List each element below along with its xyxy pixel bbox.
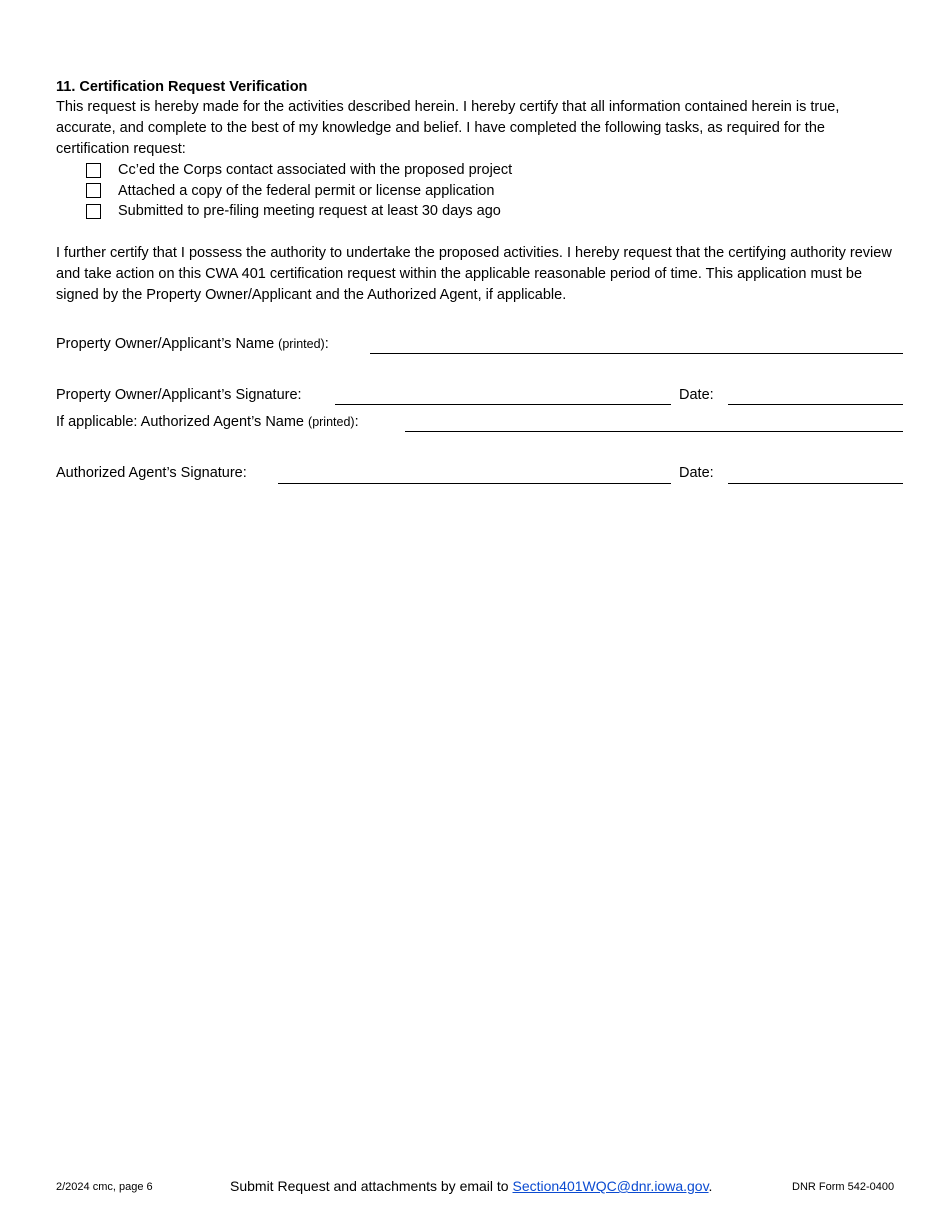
task-label-corps: Cc’ed the Corps contact associated with the proposed project [118, 162, 513, 179]
checkbox-permit-copy[interactable] [86, 183, 101, 198]
footer-page-info: 2/2024 cmc, page 6 [56, 1181, 153, 1193]
footer-period: . [708, 1178, 713, 1194]
footer-form-number: DNR Form 542-0400 [792, 1181, 895, 1193]
section-title: 11. Certification Request Verification [56, 79, 308, 95]
owner-name-label [56, 334, 329, 354]
task-label-prefiling: Submitted to pre-filing meeting request at least 30 days ago [118, 203, 501, 220]
task-item-corps [86, 160, 512, 181]
owner-name-field[interactable] [370, 353, 903, 354]
intro-paragraph: This request is hereby made for the activities described herein. I hereby certify that all information contained herein is true, accurate, and complete to the best of my knowledge and belief. I have completed the following tasks, as required for the certification request: [56, 99, 840, 157]
task-checklist [86, 160, 512, 222]
agent-name-label-text: If applicable: Authorized Agent’s Name [56, 414, 309, 430]
agent-signature-label: Authorized Agent’s Signature: [56, 465, 247, 481]
task-item-prefiling [86, 201, 512, 222]
owner-name-printed-note: (printed) [278, 337, 325, 351]
agent-name-printed-note: (printed) [308, 415, 355, 429]
owner-date-field[interactable] [728, 404, 903, 405]
agent-name-colon: : [354, 414, 359, 430]
owner-name-label-text: Property Owner/Applicant’s Name [56, 336, 279, 352]
further-certify-paragraph: I further certify that I possess the authority to undertake the proposed activities. I hereby request that the certifying authority review and take action on this CWA 401 certification request within the applicable reasonable period of time. This application must be signed by the Property Owner/Applicant and the Authorized Agent, if applicable. [56, 245, 892, 303]
agent-name-label [56, 412, 359, 432]
owner-signature-label: Property Owner/Applicant’s Signature: [56, 387, 302, 403]
agent-name-field[interactable] [405, 431, 903, 432]
footer-submit-note [230, 1176, 712, 1196]
checkbox-prefiling[interactable] [86, 204, 101, 219]
agent-date-field[interactable] [728, 483, 903, 484]
agent-signature-field[interactable] [278, 483, 671, 484]
checkbox-corps-contact[interactable] [86, 163, 101, 178]
owner-signature-field[interactable] [335, 404, 671, 405]
owner-date-label: Date: [679, 387, 714, 403]
footer-email-link[interactable]: Section401WQC@dnr.iowa.gov [512, 1178, 709, 1194]
task-item-permit [86, 181, 512, 202]
task-label-permit: Attached a copy of the federal permit or license application [118, 182, 495, 199]
footer-submit-text: Submit Request and attachments by email to [230, 1178, 513, 1194]
owner-name-colon: : [324, 336, 329, 352]
agent-date-label: Date: [679, 465, 714, 481]
